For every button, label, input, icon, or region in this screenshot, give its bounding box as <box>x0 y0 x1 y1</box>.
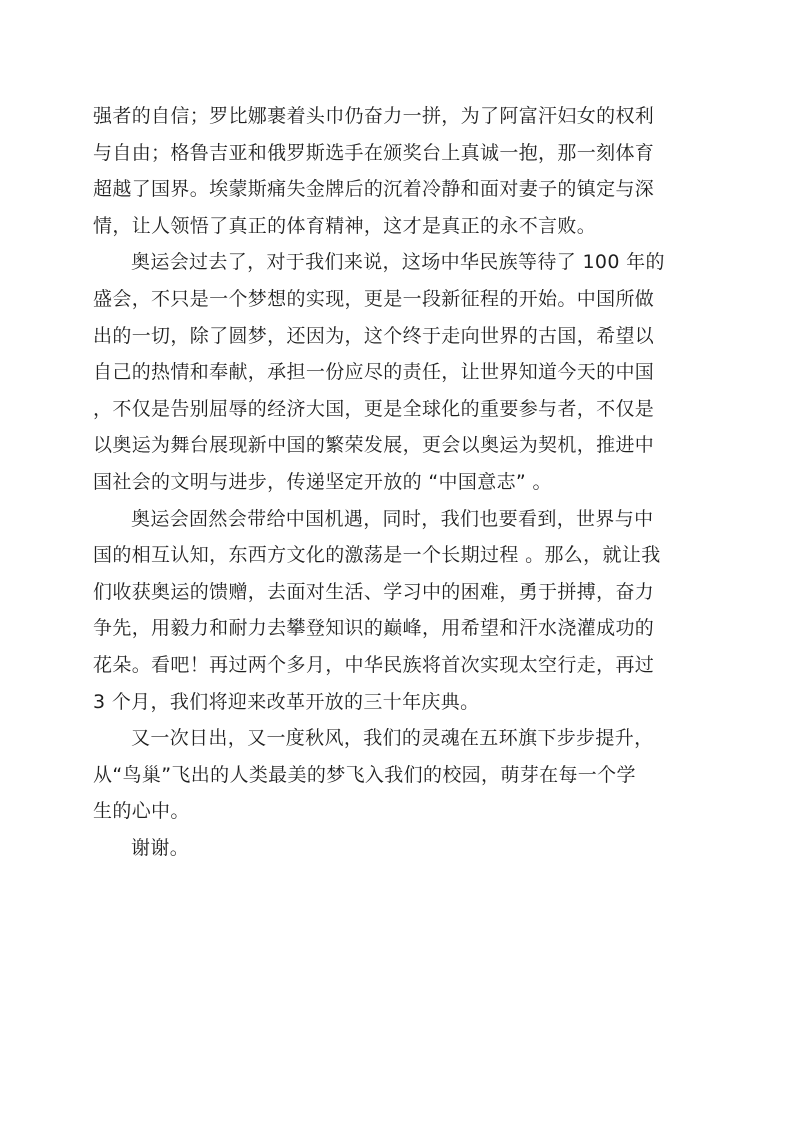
text-line: 生的心中。 <box>93 800 190 823</box>
text-line: 超越了国界。埃蒙斯痛失金牌后的沉着冷静和面对妻子的镇定与深 <box>93 178 655 201</box>
text-line: 情，让人领悟了真正的体育精神，这才是真正的永不言败。 <box>93 214 597 237</box>
text-line: 们收获奥运的馈赠，去面对生活、学习中的困难，勇于拼搏，奋力 <box>93 580 655 603</box>
text-line: 争先，用毅力和耐力去攀登知识的巅峰，用希望和汗水浇灌成功的 <box>93 617 655 640</box>
text-line: 奥运会固然会带给中国机遇，同时，我们也要看到，世界与中 <box>131 507 654 530</box>
text-line: 花朵。看吧！再过两个多月，中华民族将首次实现太空行走，再过 <box>93 653 655 676</box>
text-line: ，不仅是告别屈辱的经济大国，更是全球化的重要参与者，不仅是 <box>93 397 655 420</box>
text-line: 强者的自信；罗比娜裹着头巾仍奋力一拼，为了阿富汗妇女的权利 <box>93 105 655 127</box>
text-line: 国社会的文明与进步，传递坚定开放的 “中国意志” 。 <box>93 470 552 493</box>
text-line: 奥运会过去了，对于我们来说，这场中华民族等待了 100 年的 <box>131 251 665 274</box>
text-line: 3 个月，我们将迎来改革开放的三十年庆典。 <box>93 690 480 713</box>
paragraph-3 <box>93 501 703 721</box>
paragraph-2 <box>93 244 703 500</box>
body-text <box>93 98 703 866</box>
text-line: 国的相互认知，东西方文化的激荡是一个长期过程 。那么，就让我 <box>93 544 661 567</box>
paragraph-5 <box>93 830 703 867</box>
text-line: 与自由；格鲁吉亚和俄罗斯选手在颁奖台上真诚一抱，那一刻体育 <box>93 141 655 164</box>
text-line: 从“鸟巢”飞出的人类最美的梦飞入我们的校园，萌芽在每一个学 <box>93 763 636 786</box>
text-line: 又一次日出，又一度秋风，我们的灵魂在五环旗下步步提升， <box>131 727 654 750</box>
paragraph-1 <box>93 98 703 244</box>
text-line: 以奥运为舞台展现新中国的繁荣发展，更会以奥运为契机，推进中 <box>93 434 655 457</box>
text-line: 谢谢。 <box>131 836 190 859</box>
text-line: 自己的热情和奉献，承担一份应尽的责任，让世界知道今天的中国 <box>93 361 655 384</box>
text-line: 盛会，不只是一个梦想的实现，更是一段新征程的开始。中国所做 <box>93 287 655 310</box>
paragraph-4 <box>93 720 703 830</box>
text-line: 出的一切，除了圆梦，还因为，这个终于走向世界的古国，希望以 <box>93 324 655 347</box>
